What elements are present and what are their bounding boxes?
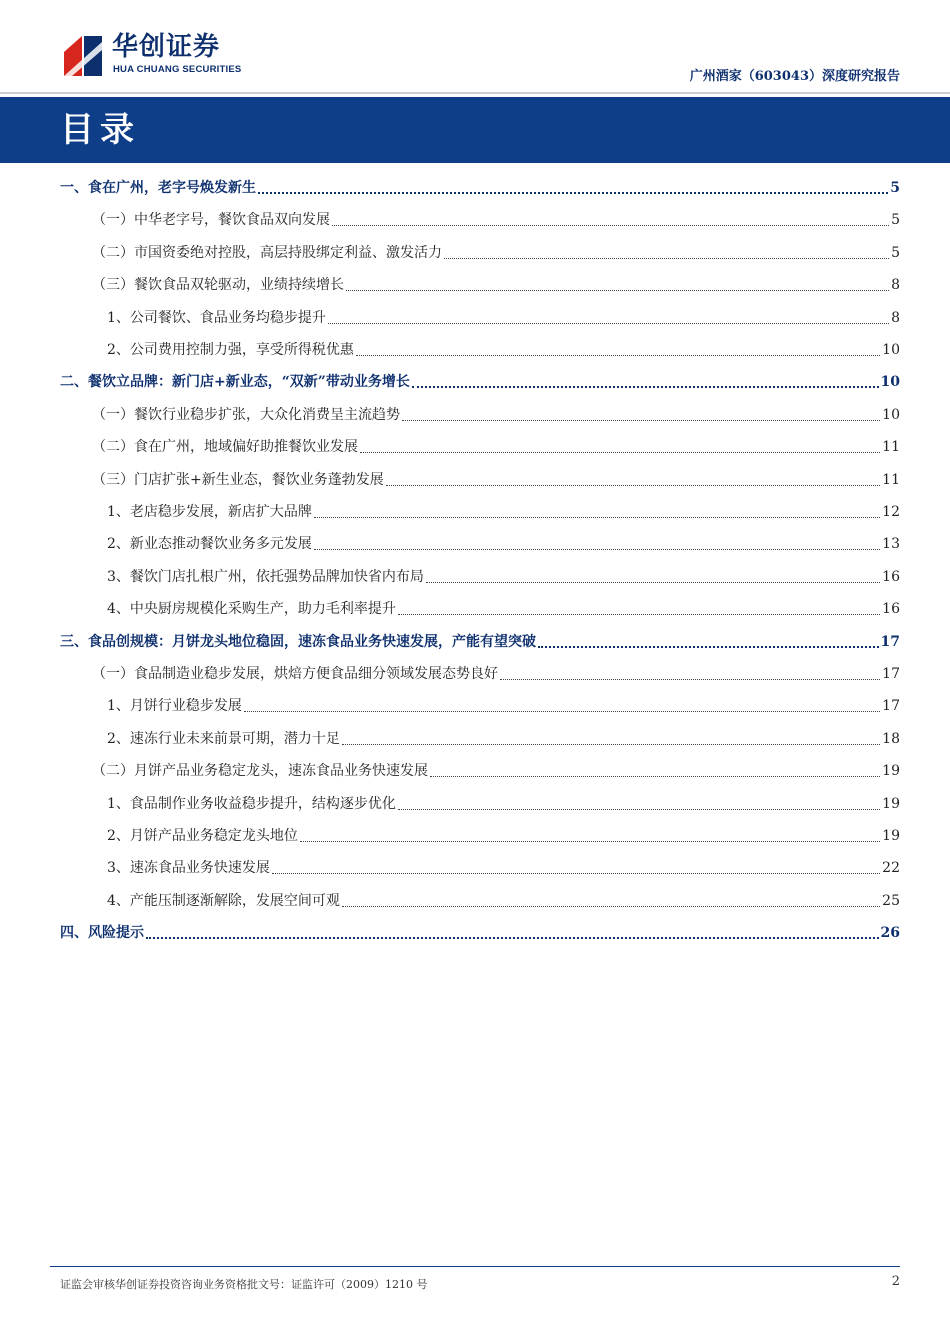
toc-entry[interactable] <box>92 267 900 295</box>
toc-entry-page: 17 <box>882 666 900 682</box>
toc-entry-label: 2、新业态推动餐饮业务多元发展 <box>107 536 312 553</box>
toc-entry-page: 22 <box>882 860 900 877</box>
toc-entry[interactable] <box>107 332 900 360</box>
toc-entry-label: 二、餐饮立品牌：新门店+新业态，“双新”带动业务增长 <box>60 374 410 391</box>
toc-entry[interactable] <box>92 753 900 781</box>
toc-entry-page: 8 <box>891 277 900 294</box>
report-title: 广州酒家（603043）深度研究报告 <box>689 69 900 84</box>
toc-entry[interactable] <box>107 721 900 749</box>
toc-leader-dots <box>328 322 889 324</box>
banner-title: 目录 <box>60 110 140 150</box>
toc-entry[interactable] <box>107 300 900 328</box>
toc-leader-dots <box>146 936 879 939</box>
toc-leader-dots <box>430 775 880 777</box>
toc-entry[interactable] <box>107 591 900 619</box>
toc-entry-label: 1、月饼行业稳步发展 <box>107 698 242 715</box>
toc-entry-page: 12 <box>882 504 900 520</box>
toc-entry-page: 5 <box>891 212 900 229</box>
toc-entry[interactable] <box>92 397 900 425</box>
toc-entry-page: 8 <box>891 309 900 326</box>
toc-entry-page: 26 <box>880 925 900 942</box>
toc-entry[interactable] <box>60 915 900 943</box>
toc-entry-label: 1、食品制作业务收益稳步提升，结构逐步优化 <box>107 795 396 812</box>
toc-entry[interactable] <box>92 462 900 490</box>
toc-leader-dots <box>398 808 880 810</box>
footer-divider <box>50 1266 900 1267</box>
toc-leader-dots <box>386 484 880 486</box>
toc-entry-page: 11 <box>882 471 900 488</box>
toc-leader-dots <box>300 840 880 842</box>
toc-entry-label: （三）餐饮食品双轮驱动，业绩持续增长 <box>92 277 344 294</box>
company-logo <box>60 30 250 80</box>
toc-leader-dots <box>360 451 880 453</box>
toc-entry[interactable] <box>107 688 900 716</box>
toc-leader-dots <box>426 581 880 583</box>
logo-chinese-name: 华创证券 <box>112 32 221 62</box>
toc-entry-page: 10 <box>882 342 900 358</box>
footer-license: 证监会审核华创证券投资咨询业务资格批文号：证监许可（2009）1210 号 <box>60 1278 428 1291</box>
toc-entry-page: 18 <box>882 730 900 747</box>
toc-leader-dots <box>500 678 880 680</box>
toc-entry-page: 16 <box>882 601 900 618</box>
header-divider <box>0 92 950 94</box>
toc-entry-page: 16 <box>882 568 900 585</box>
toc-leader-dots <box>314 548 880 550</box>
toc-entry[interactable] <box>107 883 900 911</box>
toc-entry[interactable] <box>60 364 900 392</box>
toc-entry-label: 2、速冻行业未来前景可期，潜力十足 <box>107 730 340 747</box>
toc-entry-label: 三、食品创规模：月饼龙头地位稳固，速冻食品业务快速发展，产能有望突破 <box>60 633 536 650</box>
toc-entry-label: （一）食品制造业稳步发展，烘焙方便食品细分领域发展态势良好 <box>92 666 498 682</box>
toc-entry-label: 一、食在广州，老字号焕发新生 <box>60 180 256 196</box>
logo-english-name: HUA CHUANG SECURITIES <box>113 64 242 75</box>
toc-leader-dots <box>444 257 889 259</box>
toc-entry-page: 10 <box>880 374 900 391</box>
toc-entry-label: 3、餐饮门店扎根广州，依托强势品牌加快省内布局 <box>107 568 424 585</box>
toc-entry-page: 5 <box>891 244 900 261</box>
toc-leader-dots <box>244 710 880 712</box>
toc-entry-page: 17 <box>882 698 900 715</box>
toc-entry-page: 19 <box>882 828 900 844</box>
toc-entry-page: 10 <box>882 406 900 423</box>
toc-entry-label: （二）市国资委绝对控股，高层持股绑定利益、激发活力 <box>92 244 442 261</box>
toc-entry[interactable] <box>107 818 900 846</box>
toc-entry[interactable] <box>92 202 900 230</box>
toc-leader-dots <box>398 613 880 615</box>
toc-entry-label: 4、中央厨房规模化采购生产，助力毛利率提升 <box>107 601 396 618</box>
toc-entry-page: 19 <box>882 763 900 780</box>
toc-entry-label: 3、速冻食品业务快速发展 <box>107 860 270 877</box>
toc-entry-label: 2、公司费用控制力强，享受所得税优惠 <box>107 342 354 358</box>
toc-entry-page: 11 <box>882 439 900 456</box>
toc-leader-dots <box>314 516 880 518</box>
toc-entry[interactable] <box>92 235 900 263</box>
toc-leader-dots <box>356 354 880 356</box>
toc-entry[interactable] <box>92 429 900 457</box>
toc-entry-label: 四、风险提示 <box>60 925 144 942</box>
toc-entry-page: 19 <box>882 795 900 812</box>
toc-leader-dots <box>412 385 879 388</box>
toc-entry-page: 17 <box>880 633 900 650</box>
toc-leader-dots <box>538 645 879 648</box>
toc-leader-dots <box>346 289 889 291</box>
toc-entry-label: （一）中华老字号，餐饮食品双向发展 <box>92 212 330 229</box>
logo-mark-icon <box>60 32 106 78</box>
toc-entry-page: 13 <box>882 536 900 553</box>
toc-leader-dots <box>342 905 880 907</box>
toc-entry-label: （三）门店扩张+新生业态，餐饮业务蓬勃发展 <box>92 471 384 488</box>
toc-leader-dots <box>402 419 880 421</box>
toc-entry[interactable] <box>107 786 900 814</box>
toc-leader-dots <box>258 191 888 194</box>
toc-leader-dots <box>342 743 880 745</box>
toc-entry-label: （二）月饼产品业务稳定龙头，速冻食品业务快速发展 <box>92 763 428 780</box>
toc-entry-label: 1、公司餐饮、食品业务均稳步提升 <box>107 309 326 326</box>
toc-entry[interactable] <box>107 850 900 878</box>
toc-leader-dots <box>272 872 880 874</box>
toc-entry[interactable] <box>107 494 900 522</box>
toc-entry[interactable] <box>92 656 900 684</box>
section-banner <box>0 97 950 163</box>
toc-entry[interactable] <box>60 170 900 198</box>
toc-entry-label: （二）食在广州，地域偏好助推餐饮业发展 <box>92 439 358 456</box>
toc-entry[interactable] <box>60 624 900 652</box>
toc-leader-dots <box>332 224 889 226</box>
toc-entry-label: 2、月饼产品业务稳定龙头地位 <box>107 828 298 844</box>
toc-entry-label: （一）餐饮行业稳步扩张，大众化消费呈主流趋势 <box>92 406 400 423</box>
toc-entry-label: 4、产能压制逐渐解除，发展空间可观 <box>107 892 340 909</box>
toc-entry[interactable] <box>107 526 900 554</box>
toc-entry-page: 25 <box>882 892 900 909</box>
toc-entry-page: 5 <box>890 180 900 196</box>
page-number: 2 <box>891 1274 900 1289</box>
toc-entry-label: 1、老店稳步发展，新店扩大品牌 <box>107 504 312 520</box>
toc-entry[interactable] <box>107 559 900 587</box>
